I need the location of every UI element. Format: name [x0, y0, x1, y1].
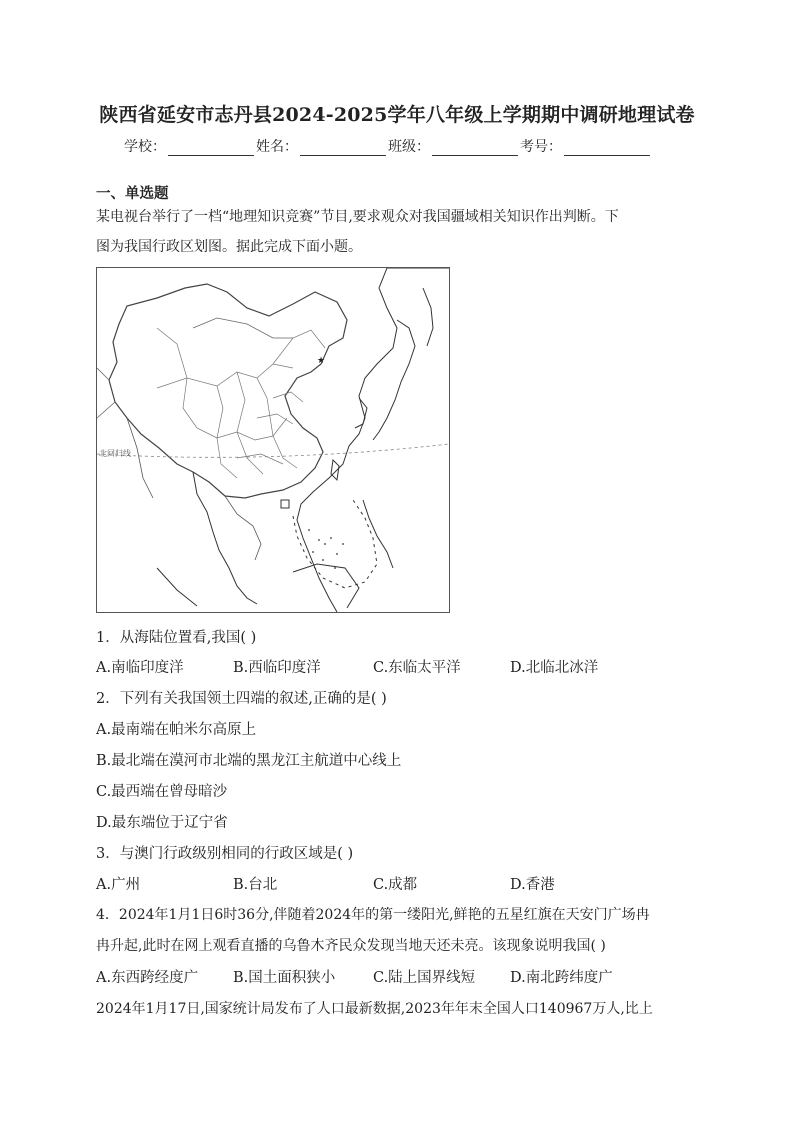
neighbor-boundary: [97, 368, 109, 380]
q3-option-a[interactable]: A.广州: [96, 877, 141, 893]
question-1: 1．从海陆位置看,我国( ): [96, 630, 257, 646]
tropic-label: 北回归线: [99, 449, 131, 458]
q2-option-a[interactable]: A.最南端在帕米尔高原上: [96, 722, 257, 738]
number-blank: [564, 141, 650, 156]
sumatra-outline: [157, 568, 197, 606]
q3-option-d[interactable]: D.香港: [510, 877, 555, 893]
capital-star-icon: ★: [317, 356, 326, 366]
q3-option-c[interactable]: C.成都: [373, 877, 418, 893]
q4-option-b[interactable]: B.国土面积狭小: [233, 970, 336, 986]
province-boundary: [237, 372, 263, 474]
question-4-line-1: 4．2024年1月1日6时36分,伴随着2024年的第一缕阳光,鲜艳的五星红旗在天安门广场冉: [96, 907, 650, 923]
intro-line-1: 某电视台举行了一档“地理知识竞赛”节目,要求观众对我国疆域相关知识作出判断。下: [96, 209, 619, 225]
intro-line-2: 图为我国行政区划图。据此完成下面小题。: [96, 239, 362, 255]
province-boundary: [183, 378, 287, 440]
q1-option-d[interactable]: D.北临北冰洋: [510, 660, 599, 676]
map-drawing: [97, 268, 449, 612]
q1-option-c[interactable]: C.东临太平洋: [373, 660, 461, 676]
tropic-of-cancer-line: [97, 444, 449, 457]
hainan-outline: [281, 500, 289, 508]
province-boundary: [273, 392, 303, 402]
q4-option-d[interactable]: D.南北跨纬度广: [510, 970, 613, 986]
province-boundary: [157, 328, 187, 378]
province-boundary: [217, 386, 237, 478]
borneo-outline: [293, 564, 359, 608]
school-label: 学校：: [124, 139, 166, 155]
q4-option-a[interactable]: A.东西跨经度广: [96, 970, 199, 986]
q1-option-a[interactable]: A.南临印度洋: [96, 660, 184, 676]
hokkaido-outline: [423, 288, 433, 346]
number-label: 考号：: [520, 139, 562, 155]
q2-option-c[interactable]: C.最西端在曾母暗沙: [96, 784, 228, 800]
question-3: 3．与澳门行政级别相同的行政区域是( ): [96, 846, 354, 862]
question-2: 2．下列有关我国领土四端的叙述,正确的是( ): [96, 691, 387, 707]
question-4-line-2: 冉升起,此时在网上观看直播的乌鲁木齐民众发现当地天还未亮。该现象说明我国( ): [96, 938, 606, 954]
china-admin-map: [96, 267, 450, 613]
q3-option-b[interactable]: B.台北: [233, 877, 278, 893]
japan-outline: [373, 320, 415, 440]
name-blank: [300, 141, 386, 156]
q1-option-b[interactable]: B.西临印度洋: [233, 660, 321, 676]
student-info-row: [124, 136, 652, 156]
southeast-asia-coast: [193, 472, 257, 604]
name-label: 姓名：: [256, 139, 298, 155]
q4-option-c[interactable]: C.陆上国界线短: [373, 970, 476, 986]
philippines-outline: [363, 500, 393, 568]
class-label: 班级：: [388, 139, 430, 155]
q2-option-b[interactable]: B.最北端在漠河市北端的黑龙江主航道中心线上: [96, 753, 402, 769]
china-border: [109, 284, 347, 498]
school-blank: [168, 141, 254, 156]
neighbor-boundary: [97, 402, 115, 418]
class-blank: [432, 141, 518, 156]
province-boundary: [257, 414, 293, 424]
following-passage-line: 2024年1月17日,国家统计局发布了人口最新数据,2023年年末全国人口140967万人,比上: [96, 1001, 653, 1017]
taiwan-outline: [331, 460, 339, 480]
province-boundary: [237, 454, 283, 464]
section-heading: 一、单选题: [96, 185, 169, 202]
indochina-outline: [225, 496, 261, 560]
mongolia-boundary: [193, 318, 293, 338]
exam-title: 陕西省延安市志丹县2024-2025学年八年级上学期期中调研地理试卷: [99, 104, 695, 126]
province-boundary: [157, 364, 293, 388]
south-asia-outline: [127, 418, 153, 498]
q2-option-d[interactable]: D.最东端位于辽宁省: [96, 815, 228, 831]
